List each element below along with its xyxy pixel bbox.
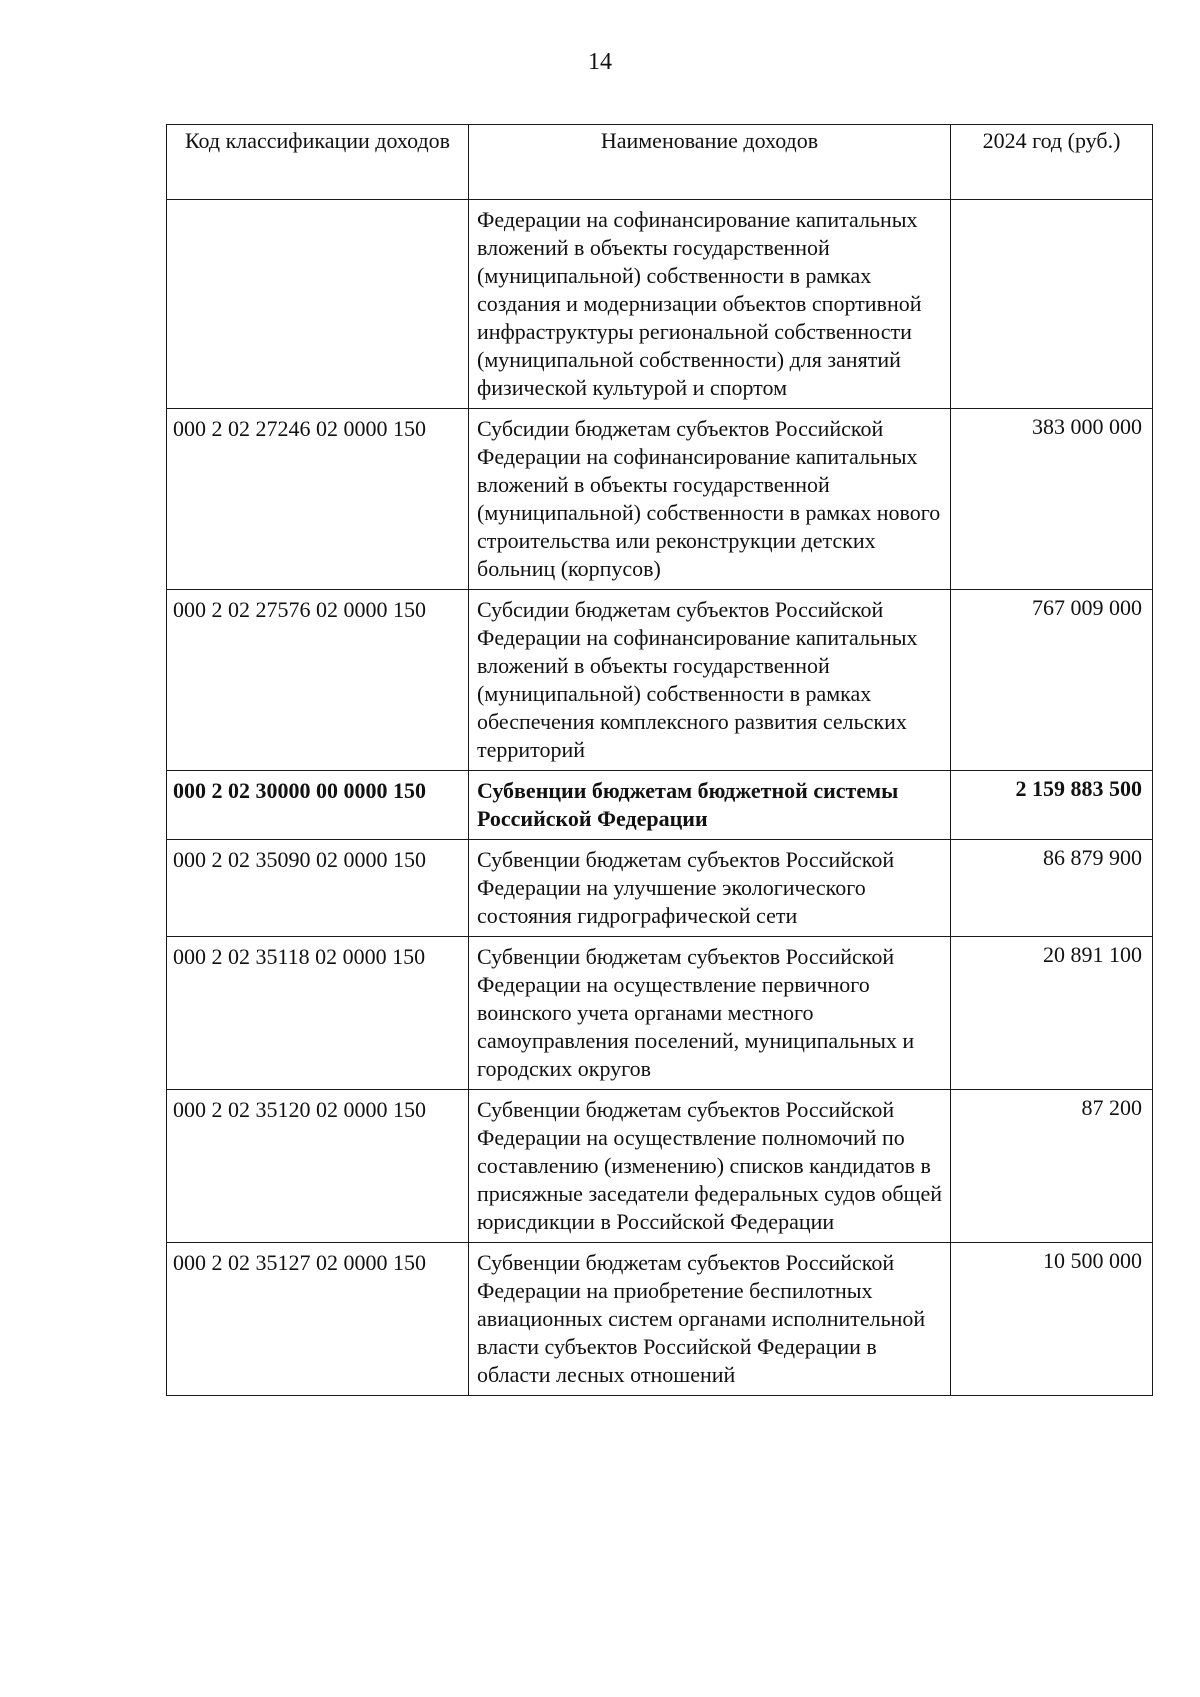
- code-cell: 000 2 02 35120 02 0000 150: [167, 1090, 469, 1243]
- amount-cell: 767 009 000: [951, 590, 1153, 771]
- amount-cell: 2 159 883 500: [951, 771, 1153, 840]
- amount-cell: 20 891 100: [951, 937, 1153, 1090]
- name-cell: Субвенции бюджетам субъектов Российской Федерации на улучшение экологического состояния гидрографической сети: [469, 840, 951, 937]
- name-cell: Субсидии бюджетам субъектов Российской Федерации на софинансирование капитальных вложений в объекты государственной (муниципальной) собственности в рамках нового строительства или реконструкции детских больниц (корпусов): [469, 409, 951, 590]
- code-cell: 000 2 02 27576 02 0000 150: [167, 590, 469, 771]
- code-cell: [167, 200, 469, 409]
- name-cell: Субвенции бюджетам субъектов Российской Федерации на приобретение беспилотных авиационных систем органами исполнительной власти субъектов Российской Федерации в области лесных отношений: [469, 1243, 951, 1396]
- amount-cell: 86 879 900: [951, 840, 1153, 937]
- code-cell: 000 2 02 35118 02 0000 150: [167, 937, 469, 1090]
- table-row: [167, 1243, 1153, 1396]
- amount-cell: [951, 200, 1153, 409]
- header-code: Код классификации доходов: [167, 125, 469, 200]
- amount-cell: 87 200: [951, 1090, 1153, 1243]
- table-row: [167, 840, 1153, 937]
- amount-cell: 10 500 000: [951, 1243, 1153, 1396]
- name-cell: Субвенции бюджетам субъектов Российской Федерации на осуществление первичного воинского учета органами местного самоуправления поселений, муниципальных и городских округов: [469, 937, 951, 1090]
- table-row: [167, 200, 1153, 409]
- table-header-row: [167, 125, 1153, 200]
- table-row: [167, 771, 1153, 840]
- header-name: Наименование доходов: [469, 125, 951, 200]
- table-row: [167, 1090, 1153, 1243]
- code-cell: 000 2 02 27246 02 0000 150: [167, 409, 469, 590]
- name-cell: Федерации на софинансирование капитальных вложений в объекты государственной (муниципальной) собственности в рамках создания и модернизации объектов спортивной инфраструктуры региональной собственности (муниципальной собственности) для занятий физической культурой и спортом: [469, 200, 951, 409]
- header-amount: 2024 год (руб.): [951, 125, 1153, 200]
- code-cell: 000 2 02 35127 02 0000 150: [167, 1243, 469, 1396]
- name-cell: Субсидии бюджетам субъектов Российской Федерации на софинансирование капитальных вложений в объекты государственной (муниципальной) собственности в рамках обеспечения комплексного развития сельских территорий: [469, 590, 951, 771]
- code-cell: 000 2 02 30000 00 0000 150: [167, 771, 469, 840]
- code-cell: 000 2 02 35090 02 0000 150: [167, 840, 469, 937]
- name-cell: Субвенции бюджетам бюджетной системы Российской Федерации: [469, 771, 951, 840]
- name-cell: Субвенции бюджетам субъектов Российской Федерации на осуществление полномочий по составлению (изменению) списков кандидатов в присяжные заседатели федеральных судов общей юрисдикции в Российской Федерации: [469, 1090, 951, 1243]
- income-table: [166, 124, 1153, 1396]
- table-body: [167, 200, 1153, 1396]
- table-row: [167, 409, 1153, 590]
- page-number: 14: [588, 49, 612, 75]
- amount-cell: 383 000 000: [951, 409, 1153, 590]
- table-row: [167, 937, 1153, 1090]
- table-row: [167, 590, 1153, 771]
